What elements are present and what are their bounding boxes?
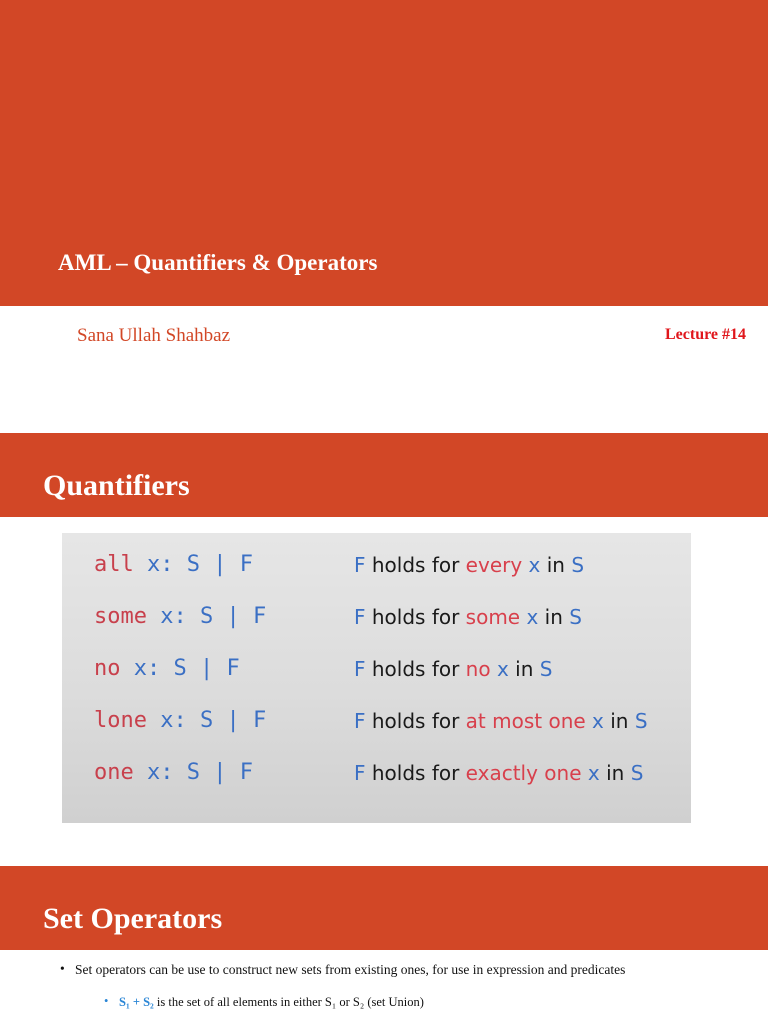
title-banner bbox=[0, 0, 768, 306]
quantifier-row bbox=[62, 760, 691, 792]
lecture-number: Lecture #14 bbox=[664, 326, 746, 343]
quantifier-description: F holds for every x in S bbox=[354, 553, 585, 577]
sub-bullet-text: S₁ + S₂ is the set of all elements in either S₁ or S₂ (set Union) bbox=[119, 995, 424, 1009]
bullet-text: Set operators can be use to construct new sets from existing ones, for use in expression and predicates bbox=[75, 962, 626, 977]
quantifier-row bbox=[62, 656, 691, 688]
quantifier-description: F holds for exactly one x in S bbox=[354, 761, 644, 785]
quantifiers-heading: Quantifiers bbox=[43, 469, 190, 502]
quantifier-code: some x: S | F bbox=[94, 604, 267, 629]
quantifier-code: all x: S | F bbox=[94, 552, 253, 577]
author-name: Sana Ullah Shahbaz bbox=[77, 325, 231, 346]
quantifier-description: F holds for some x in S bbox=[354, 605, 582, 629]
set-operators-heading: Set Operators bbox=[43, 902, 223, 935]
quantifier-row bbox=[62, 552, 691, 584]
quantifiers-header-band bbox=[0, 433, 768, 517]
sub-bullet-dot-icon: • bbox=[104, 994, 109, 1008]
quantifier-row bbox=[62, 708, 691, 740]
quantifier-code: lone x: S | F bbox=[94, 708, 267, 733]
quantifier-row bbox=[62, 604, 691, 636]
set-union-expression: S₁ + S₂ bbox=[119, 995, 154, 1009]
slide-title: AML – Quantifiers & Operators bbox=[58, 250, 378, 275]
set-operators-header-band bbox=[0, 866, 768, 950]
quantifier-description: F holds for no x in S bbox=[354, 657, 553, 681]
quantifier-table-image bbox=[62, 533, 691, 823]
quantifier-code: one x: S | F bbox=[94, 760, 253, 785]
quantifier-description: F holds for at most one x in S bbox=[354, 709, 648, 733]
bullet-dot-icon: • bbox=[60, 961, 65, 976]
quantifier-code: no x: S | F bbox=[94, 656, 240, 681]
